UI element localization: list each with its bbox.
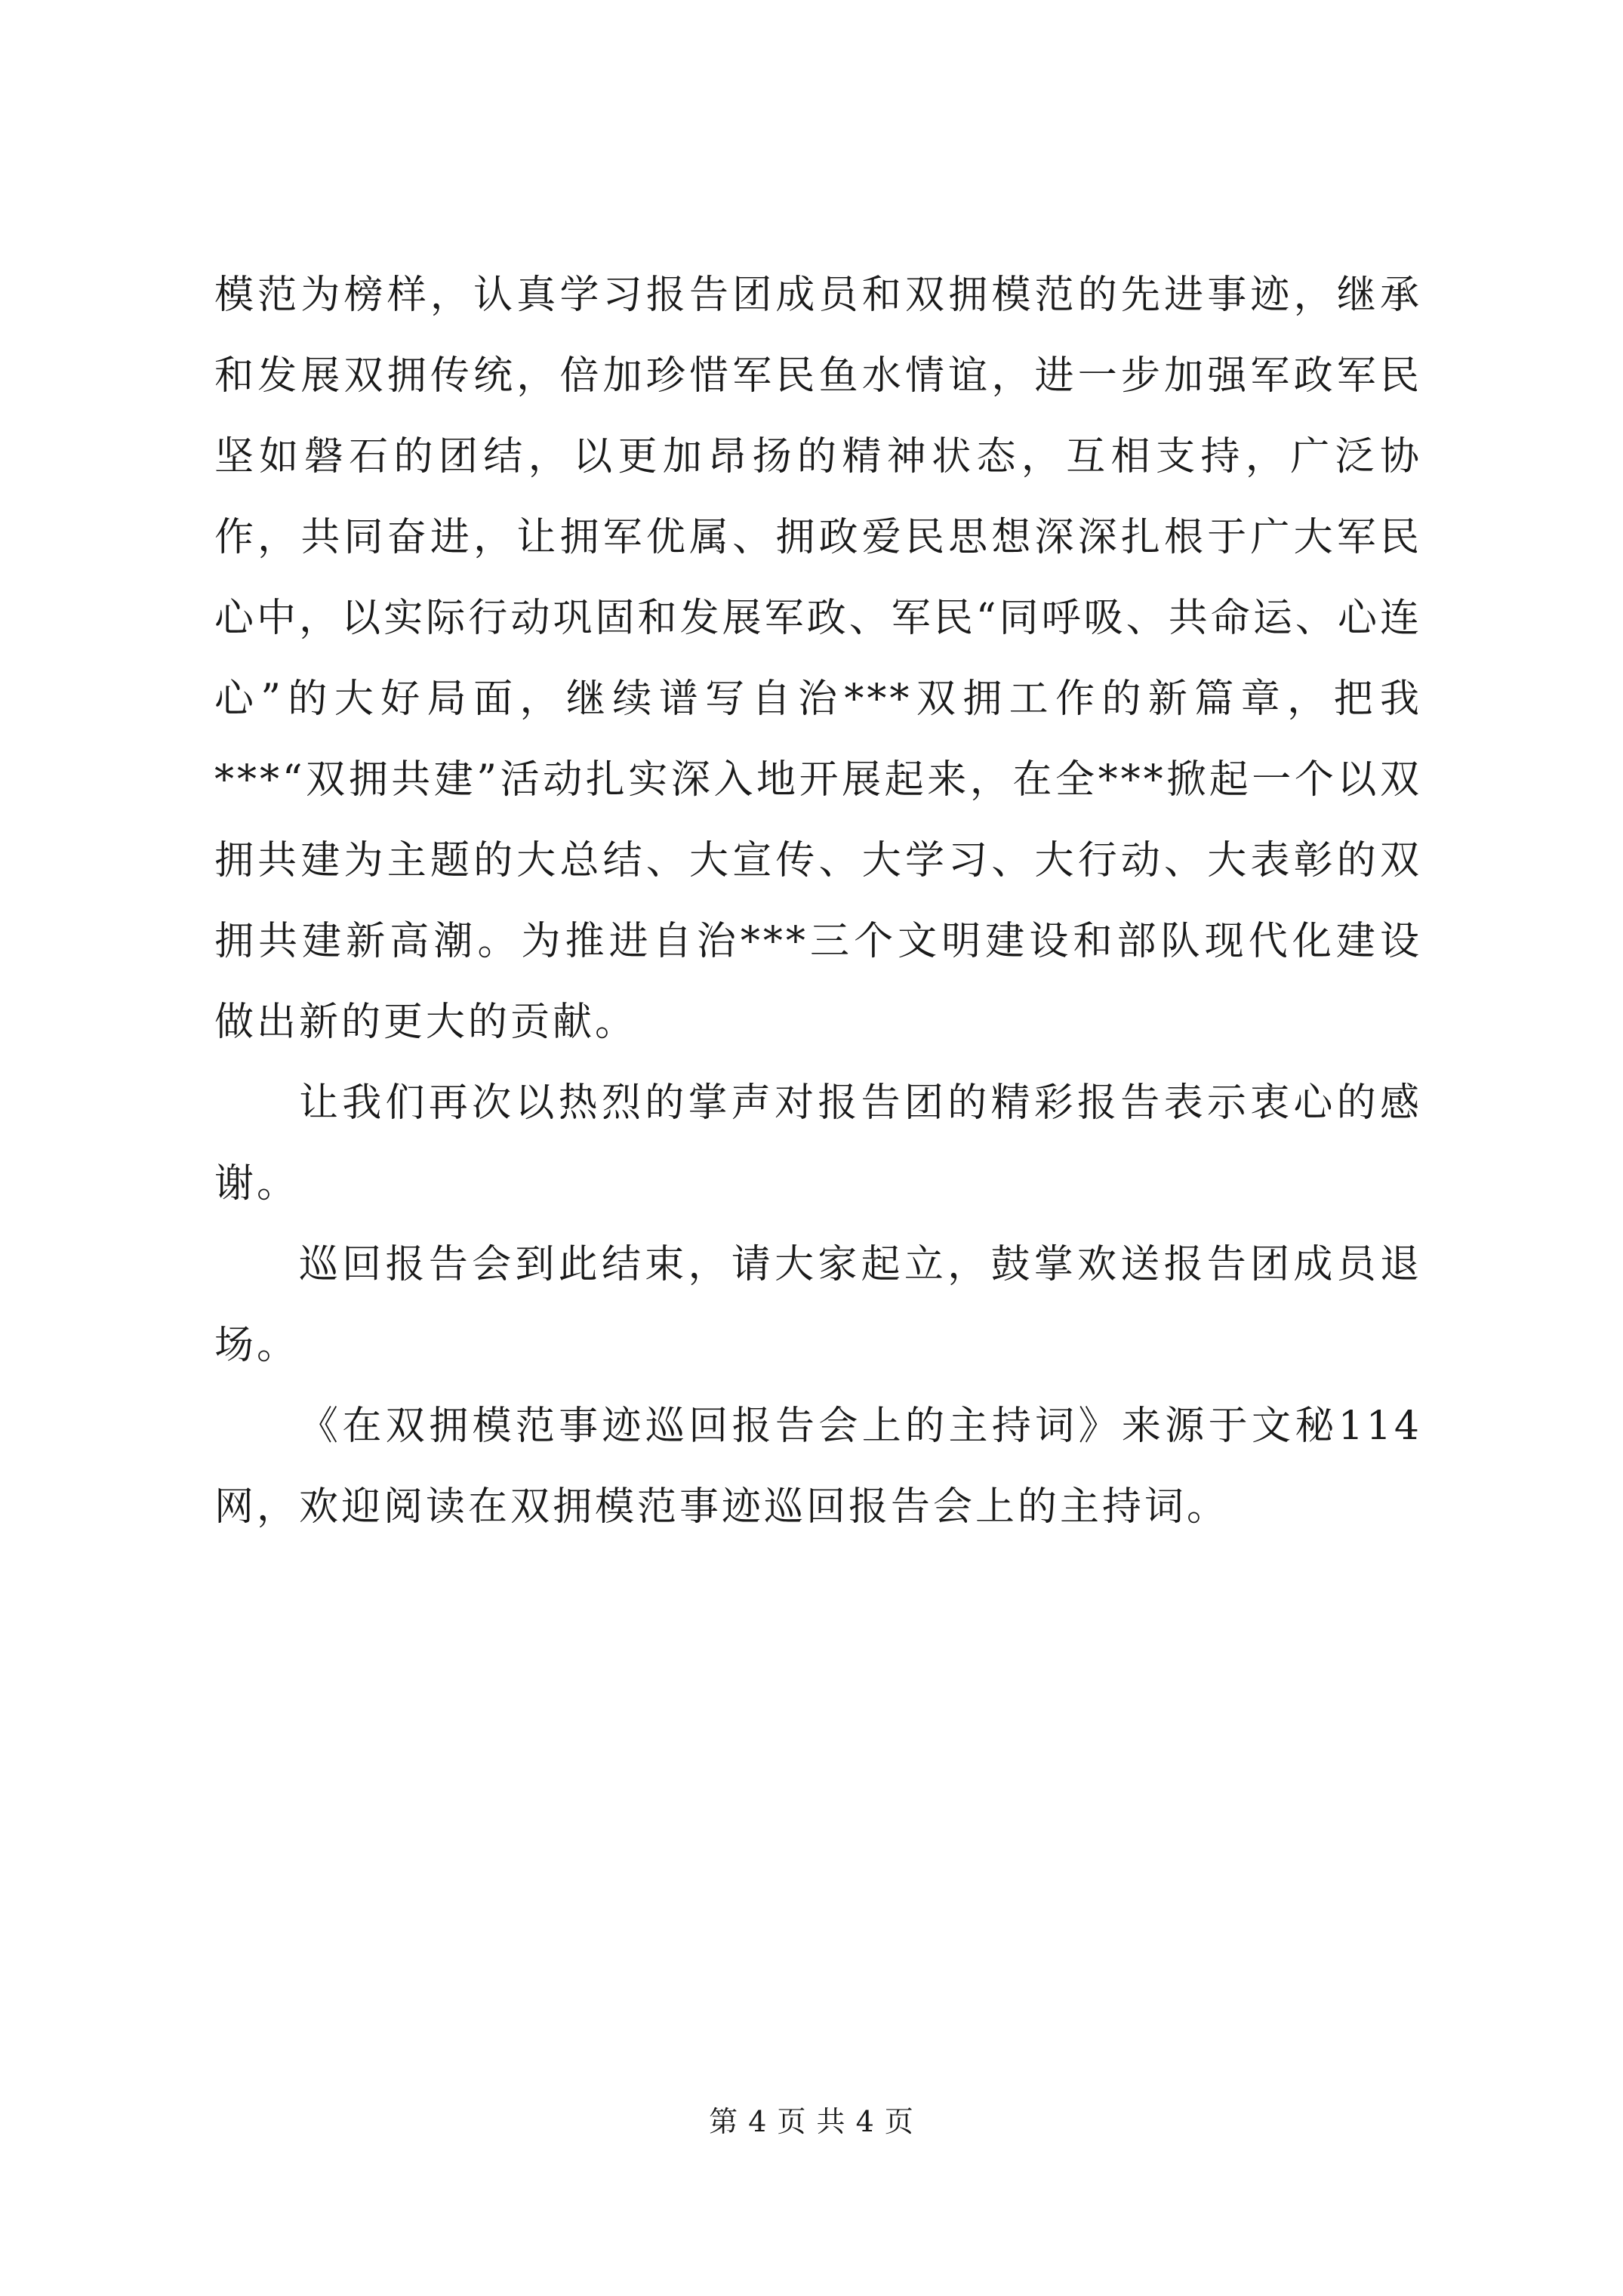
paragraph-thanks: 让我们再次以热烈的掌声对报告团的精彩报告表示衷心的感谢。 bbox=[214, 1080, 1422, 1207]
document-body bbox=[214, 255, 1422, 1548]
paragraph-source-note: 《在双拥模范事迹巡回报告会上的主持词》来源于文秘114网，欢迎阅读在双拥模范事迹巡回报告会上的主持词。 bbox=[214, 1404, 1422, 1530]
paragraph-continuation: 模范为榜样，认真学习报告团成员和双拥模范的先进事迹，继承和发展双拥传统，倍加珍惜军民鱼水情谊，进一步加强军政军民坚如磐石的团结，以更加昂扬的精神状态，互相支持，广泛协作，共同奋进，让拥军优属、拥政爱民思想深深扎根于广大军民心中，以实际行动巩固和发展军政、军民“同呼吸、共命运、心连心”的大好局面，继续谱写自治***双拥工作的新篇章，把我***“双拥共建”活动扎实深入地开展起来，在全***掀起一个以双拥共建为主题的大总结、大宣传、大学习、大行动、大表彰的双拥共建新高潮。为推进自治***三个文明建设和部队现代化建设做出新的更大的贡献。 bbox=[214, 273, 1422, 1045]
paragraph-closing: 巡回报告会到此结束，请大家起立，鼓掌欢送报告团成员退场。 bbox=[214, 1242, 1422, 1368]
page-footer: 第 4 页 共 4 页 bbox=[709, 2105, 914, 2138]
